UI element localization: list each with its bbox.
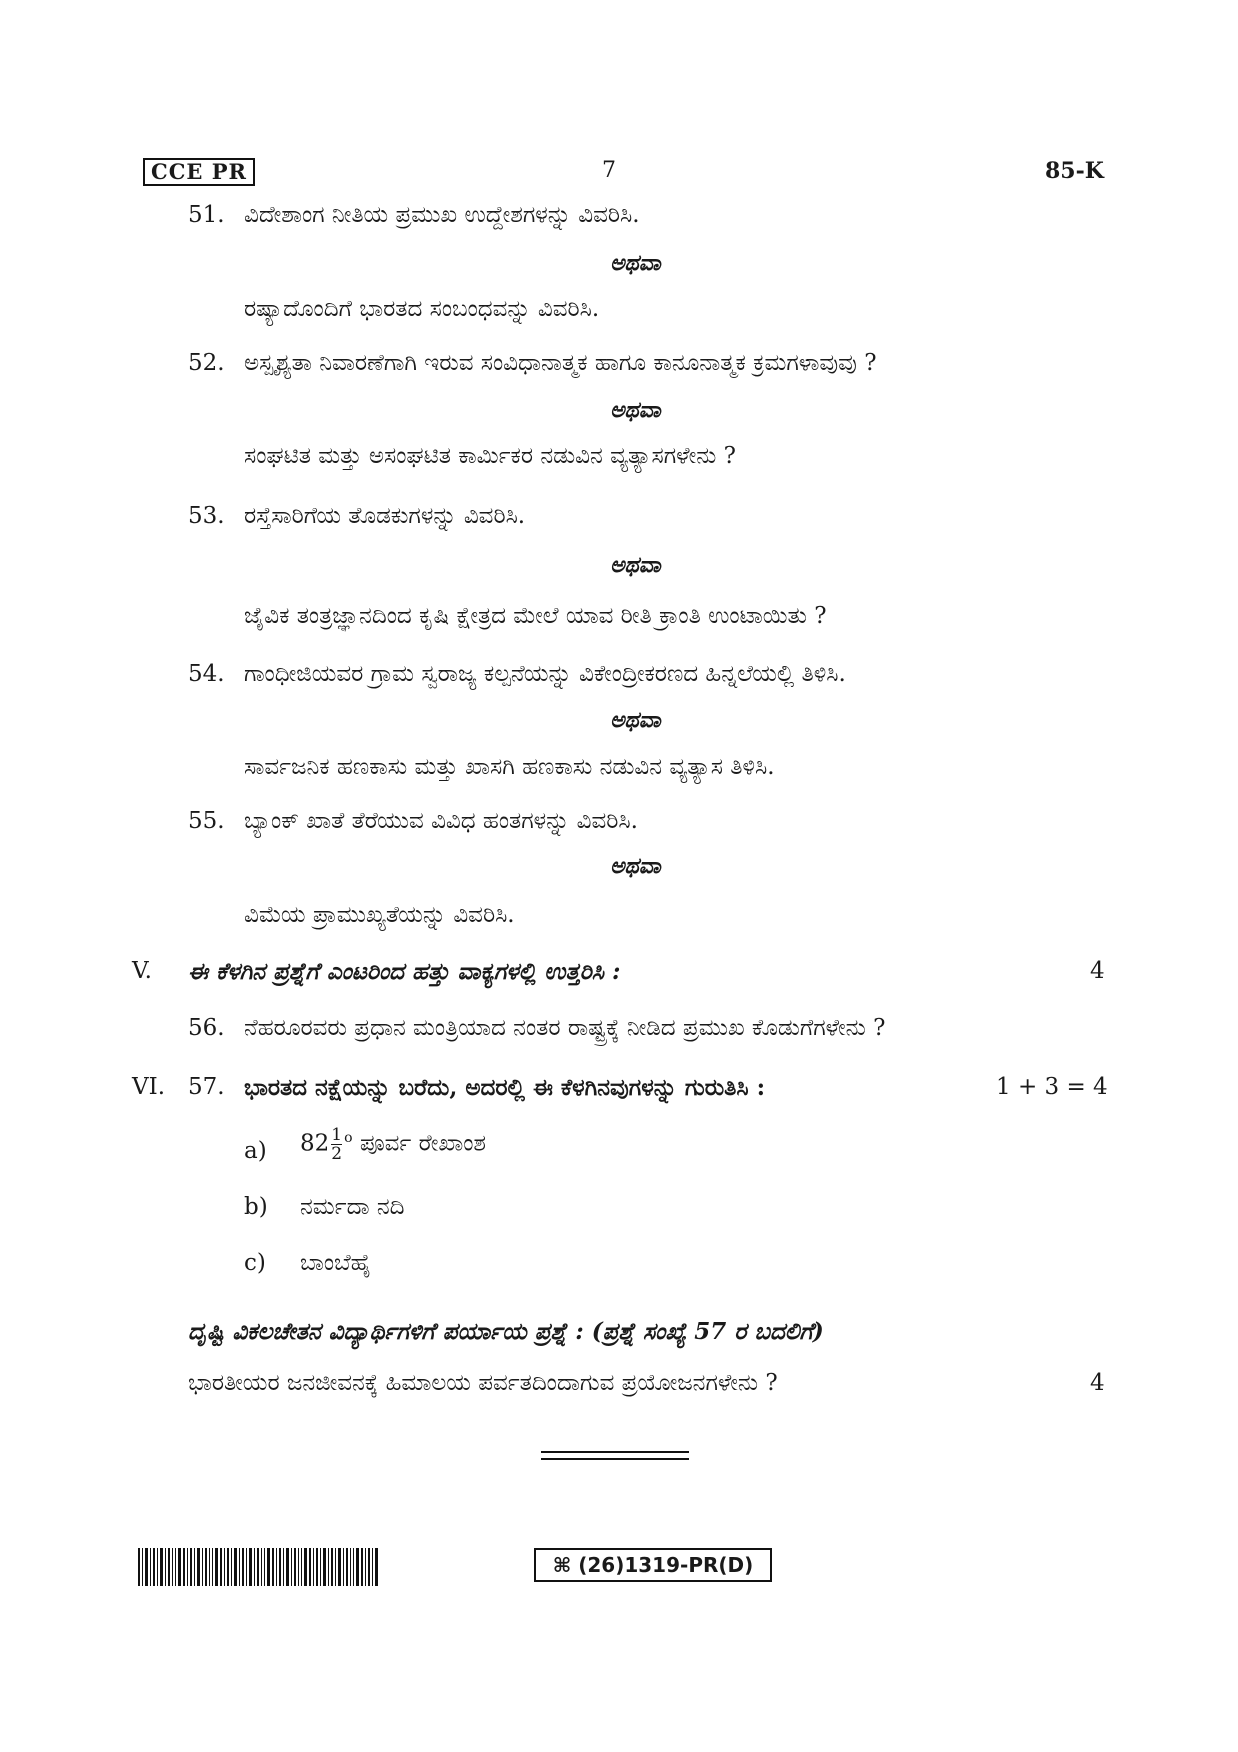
question-text: ಬ್ಯಾಂಕ್ ಖಾತೆ ತೆರೆಯುವ ವಿವಿಧ ಹಂತಗಳನ್ನು ವಿವರಿಸಿ.: [244, 808, 638, 834]
option-a: [300, 1126, 486, 1163]
header-left-code: CCE PR: [143, 158, 255, 186]
alternative-question-text: ಸಾರ್ವಜನಿಕ ಹಣಕಾಸು ಮತ್ತು ಖಾಸಗಿ ಹಣಕಾಸು ನಡುವಿನ ವ್ಯತ್ಯಾಸ ತಿಳಿಸಿ.: [244, 754, 775, 780]
or-label: ಅಥವಾ: [610, 552, 661, 578]
or-label: ಅಥವಾ: [610, 853, 661, 879]
marks-label: 4: [1090, 1370, 1105, 1396]
question-number: 55.: [188, 808, 225, 834]
or-label: ಅಥವಾ: [610, 397, 661, 423]
section-numeral: VI.: [132, 1074, 166, 1100]
section-numeral: V.: [132, 958, 152, 984]
or-label: ಅಥವಾ: [610, 250, 661, 276]
section-instruction: ಈ ಕೆಳಗಿನ ಪ್ರಶ್ನೆಗೆ ಎಂಟರಿಂದ ಹತ್ತು ವಾಕ್ಯಗಳಲ್ಲಿ ಉತ್ತರಿಸಿ :: [188, 958, 621, 985]
question-text: ರಸ್ತೆಸಾರಿಗೆಯ ತೊಡಕುಗಳನ್ನು ವಿವರಿಸಿ.: [244, 503, 526, 529]
alternative-heading: ದೃಷ್ಟಿ ವಿಕಲಚೇತನ ವಿದ್ಯಾರ್ಥಿಗಳಿಗೆ ಪರ್ಯಾಯ ಪ್ರಶ್ನೆ : (ಪ್ರಶ್ನೆ ಸಂಖ್ಯೆ 57 ರ ಬದಲಿಗೆ): [188, 1318, 824, 1345]
marks-label: 4: [1090, 958, 1105, 984]
question-number: 51.: [188, 202, 225, 228]
marks-label: 1 + 3 = 4: [996, 1074, 1108, 1100]
alternative-question-text: ಭಾರತೀಯರ ಜನಜೀವನಕ್ಕೆ ಹಿಮಾಲಯ ಪರ್ವತದಿಂದಾಗುವ ಪ್ರಯೋಜನಗಳೇನು ?: [188, 1370, 778, 1396]
alternative-question-text: ವಿಮೆಯ ಪ್ರಾಮುಖ್ಯತೆಯನ್ನು ವಿವರಿಸಿ.: [244, 902, 515, 928]
question-text: ವಿದೇಶಾಂಗ ನೀತಿಯ ಪ್ರಮುಖ ಉದ್ದೇಶಗಳನ್ನು ವಿವರಿಸಿ.: [244, 202, 640, 228]
fraction: $\frac{1}{2}$: [331, 1125, 343, 1164]
end-rule-bottom: [541, 1458, 689, 1460]
alternative-question-text: ಜೈವಿಕ ತಂತ್ರಜ್ಞಾನದಿಂದ ಕೃಷಿ ಕ್ಷೇತ್ರದ ಮೇಲೆ ಯಾವ ರೀತಿ ಕ್ರಾಂತಿ ಉಂಟಾಯಿತು ?: [244, 603, 827, 629]
alternative-question-text: ರಷ್ಯಾದೊಂದಿಗೆ ಭಾರತದ ಸಂಬಂಧವನ್ನು ವಿವರಿಸಿ.: [244, 296, 600, 322]
question-text: ಭಾರತದ ನಕ್ಷೆಯನ್ನು ಬರೆದು, ಅದರಲ್ಲಿ ಈ ಕೆಳಗಿನವುಗಳನ್ನು ಗುರುತಿಸಿ :: [244, 1074, 766, 1101]
option-text: ಪೂರ್ವ ರೇಖಾಂಶ: [359, 1130, 486, 1157]
option-label: c): [244, 1250, 266, 1276]
question-text: ಅಸ್ಪೃಶ್ಯತಾ ನಿವಾರಣೆಗಾಗಿ ಇರುವ ಸಂವಿಧಾನಾತ್ಮಕ ಹಾಗೂ ಕಾನೂನಾತ್ಮಕ ಕ್ರಮಗಳಾವುವು ?: [244, 350, 877, 376]
end-rule-top: [541, 1451, 689, 1453]
page-number: 7: [602, 158, 616, 183]
question-text: ಗಾಂಧೀಜಿಯವರ ಗ್ರಾಮ ಸ್ವರಾಜ್ಯ ಕಲ್ಪನೆಯನ್ನು ವಿಕೇಂದ್ರೀಕರಣದ ಹಿನ್ನಲೆಯಲ್ಲಿ ತಿಳಿಸಿ.: [244, 661, 846, 687]
alternative-question-text: ಸಂಘಟಿತ ಮತ್ತು ಅಸಂಘಟಿತ ಕಾರ್ಮಿಕರ ನಡುವಿನ ವ್ಯತ್ಯಾಸಗಳೇನು ?: [244, 443, 736, 469]
or-label: ಅಥವಾ: [610, 707, 661, 733]
option-text: ನರ್ಮದಾ ನದಿ: [300, 1194, 405, 1220]
question-number: 56.: [188, 1015, 225, 1041]
question-text: ನೆಹರೂರವರು ಪ್ರಧಾನ ಮಂತ್ರಿಯಾದ ನಂತರ ರಾಷ್ಟ್ರಕ್ಕೆ ನೀಡಿದ ಪ್ರಮುಖ ಕೊಡುಗೆಗಳೇನು ?: [244, 1015, 886, 1041]
question-number: 54.: [188, 661, 225, 687]
question-number: 52.: [188, 350, 225, 376]
question-number: 53.: [188, 503, 225, 529]
longitude-degrees: 82: [300, 1130, 330, 1157]
degree-symbol: o: [344, 1129, 353, 1146]
option-label: b): [244, 1194, 268, 1220]
option-label: a): [244, 1138, 267, 1164]
footer-code: ⌘ (26)1319-PR(D): [534, 1548, 772, 1582]
question-number: 57.: [188, 1074, 225, 1100]
barcode-image: [138, 1548, 380, 1586]
option-text: ಬಾಂಬೆಹೈ: [300, 1250, 372, 1276]
header-right-code: 85-K: [1045, 158, 1104, 184]
